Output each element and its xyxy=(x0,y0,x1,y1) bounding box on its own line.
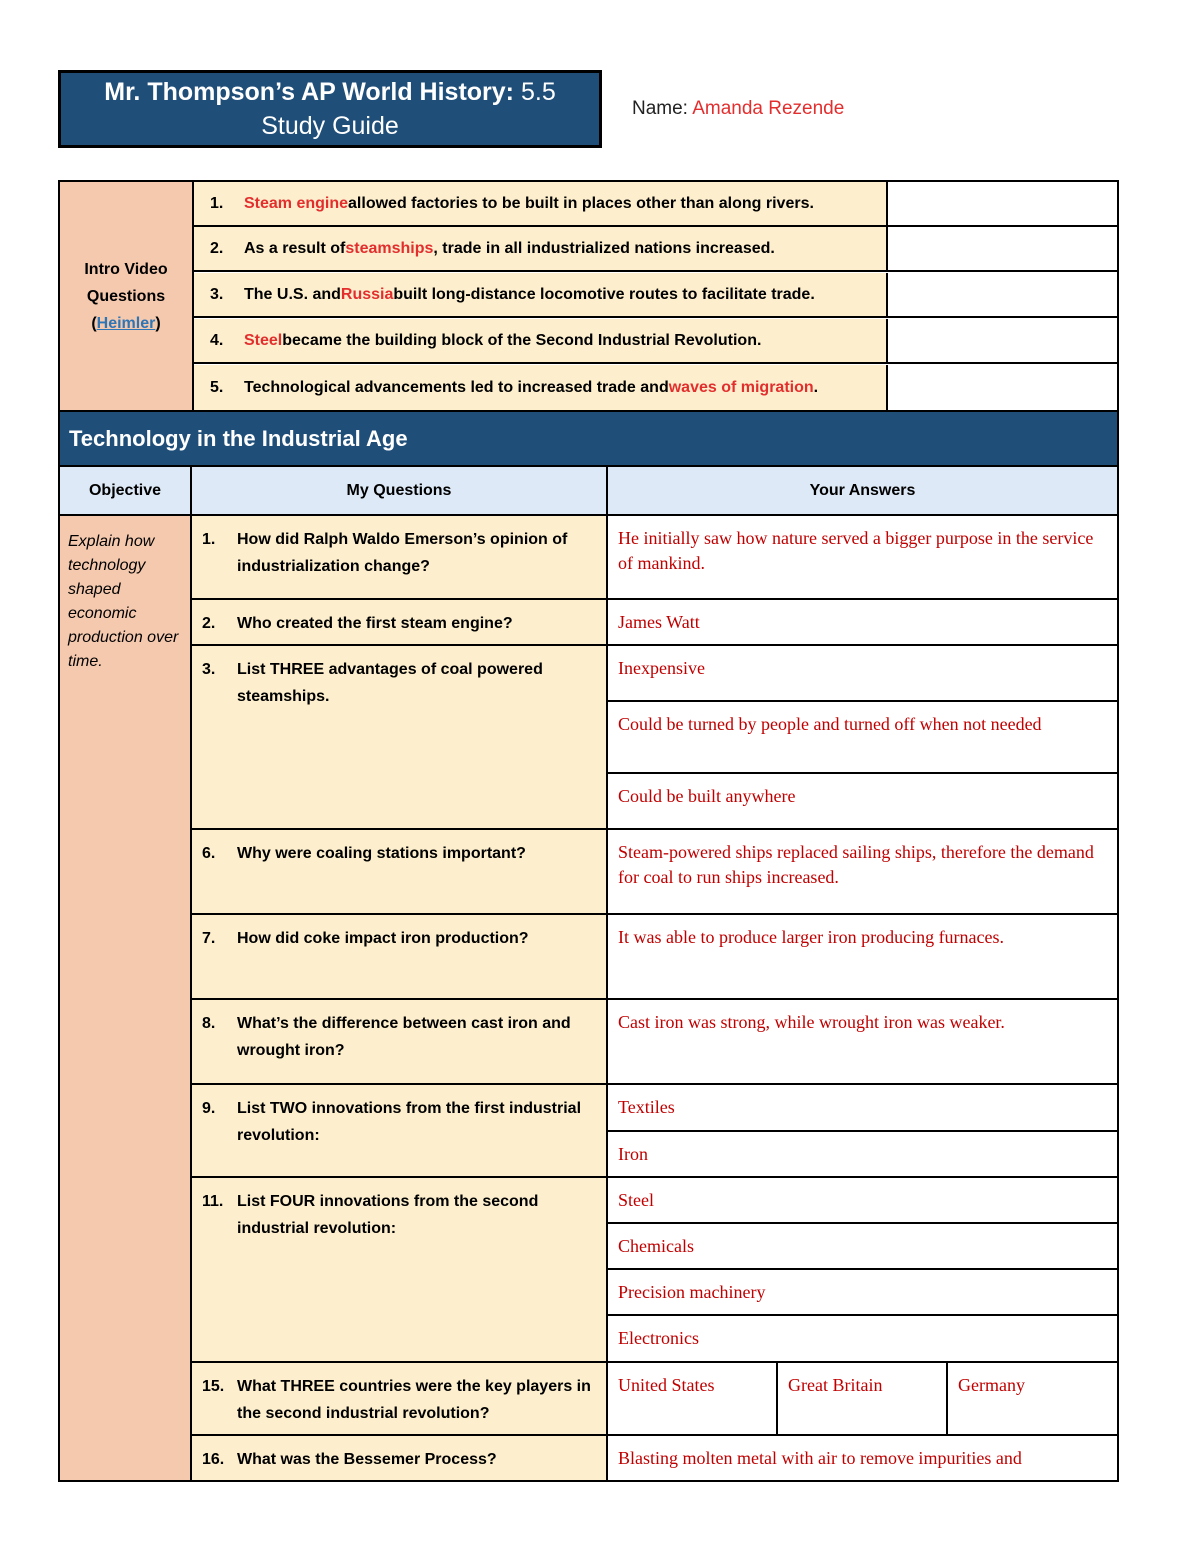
intro-answer-blank[interactable] xyxy=(888,273,1117,318)
question-num: 6. xyxy=(202,845,216,862)
question-cell xyxy=(192,1436,608,1480)
intro-highlight: waves of migration xyxy=(668,378,814,396)
intro-question xyxy=(194,365,888,410)
intro-row xyxy=(194,182,1117,227)
subtitle: Study Guide xyxy=(261,112,399,140)
intro-num: 2. xyxy=(210,239,224,257)
question-text: Who created the first steam engine? xyxy=(237,615,513,632)
intro-label-1: Intro Video xyxy=(84,260,168,278)
intro-highlight: Steam engine xyxy=(244,194,349,212)
answer-cell[interactable]: Cast iron was strong, while wrought iron was weaker. xyxy=(608,1000,1117,1085)
answer-cell[interactable]: Germany xyxy=(948,1363,1117,1436)
name-label: Name: xyxy=(632,98,688,119)
answer-cell[interactable]: It was able to produce larger iron producing furnaces. xyxy=(608,915,1117,1000)
intro-num: 1. xyxy=(210,194,224,212)
intro-label-cell xyxy=(60,182,194,410)
answer-cell[interactable]: James Watt xyxy=(608,600,1117,646)
answer-cell[interactable]: He initially saw how nature served a bigger purpose in the service of mankind. xyxy=(608,516,1117,600)
intro-highlight: Russia xyxy=(340,285,394,303)
intro-question xyxy=(194,319,888,364)
question-num: 1. xyxy=(202,531,216,548)
question-num: 8. xyxy=(202,1015,216,1032)
title-line xyxy=(61,75,599,109)
title-banner xyxy=(58,70,602,148)
intro-video-table xyxy=(58,180,1119,412)
intro-text: , trade in all industrialized nations increased. xyxy=(433,239,775,257)
answer-cell[interactable]: Great Britain xyxy=(778,1363,948,1436)
intro-answer-blank[interactable] xyxy=(888,182,1117,227)
intro-row xyxy=(194,227,1117,272)
objective-text: Explain how technology shaped economic production over time. xyxy=(68,533,179,670)
question-cell xyxy=(192,1363,608,1436)
answer-cell[interactable]: United States xyxy=(608,1363,778,1436)
intro-answer-blank[interactable] xyxy=(888,319,1117,364)
answer-cell[interactable]: Textiles xyxy=(608,1085,1117,1132)
question-num: 9. xyxy=(202,1100,216,1117)
question-text: List TWO innovations from the first industrial revolution: xyxy=(237,1100,582,1144)
question-text: List THREE advantages of coal powered steamships. xyxy=(237,661,543,705)
question-cell xyxy=(192,1085,608,1178)
paren-close: ) xyxy=(155,314,161,332)
answer-cell[interactable]: Iron xyxy=(608,1132,1117,1178)
title-text: Mr. Thompson’s AP World History: xyxy=(104,78,515,106)
intro-answer-blank[interactable] xyxy=(888,227,1117,272)
question-text: What was the Bessemer Process? xyxy=(237,1451,497,1468)
answer-cell[interactable]: Chemicals xyxy=(608,1224,1117,1270)
question-num: 11. xyxy=(202,1193,224,1210)
intro-question xyxy=(194,273,888,318)
intro-text: . xyxy=(813,378,819,396)
question-cell xyxy=(192,1178,608,1363)
question-cell xyxy=(192,646,608,830)
col-my-questions: My Questions xyxy=(192,467,608,516)
intro-text: allowed factories to be built in places other than along rivers. xyxy=(348,194,814,212)
question-num: 15. xyxy=(202,1378,225,1395)
question-num: 7. xyxy=(202,930,216,947)
heimler-link[interactable]: Heimler xyxy=(96,314,156,332)
answer-cell[interactable]: Could be built anywhere xyxy=(608,774,1117,830)
col-your-answers: Your Answers xyxy=(608,467,1117,516)
answer-cell[interactable]: Inexpensive xyxy=(608,646,1117,702)
question-num: 2. xyxy=(202,615,216,632)
intro-answer-blank[interactable] xyxy=(888,365,1117,410)
intro-highlight: steamships xyxy=(345,239,434,257)
objective-cell xyxy=(60,516,192,1480)
answer-cell[interactable]: Blasting molten metal with air to remove impurities and xyxy=(618,1448,1022,1468)
intro-question xyxy=(194,182,888,227)
intro-num: 5. xyxy=(210,378,224,396)
intro-num: 3. xyxy=(210,285,224,303)
answer-cell[interactable]: Electronics xyxy=(608,1316,1117,1363)
question-text: List FOUR innovations from the second industrial revolution: xyxy=(237,1193,539,1237)
question-text: What THREE countries were the key players in the second industrial revolution? xyxy=(237,1378,591,1422)
intro-row xyxy=(194,365,1117,410)
question-num: 16. xyxy=(202,1451,225,1468)
title-unit-number: 5.5 xyxy=(520,78,556,106)
paren-open: ( xyxy=(91,314,97,332)
question-cell xyxy=(192,600,608,646)
intro-text: The U.S. and xyxy=(244,285,341,303)
intro-text: As a result of xyxy=(244,239,346,257)
intro-label-2: Questions xyxy=(86,287,166,305)
answer-cell[interactable]: Steel xyxy=(608,1178,1117,1224)
question-cell xyxy=(192,915,608,1000)
intro-question xyxy=(194,227,888,272)
student-name xyxy=(632,98,844,120)
name-value: Amanda Rezende xyxy=(692,98,845,119)
intro-text: built long-distance locomotive routes to facilitate trade. xyxy=(393,285,815,303)
question-text: How did Ralph Waldo Emerson’s opinion of industrialization change? xyxy=(237,531,568,575)
question-cell xyxy=(192,516,608,600)
intro-text: became the building block of the Second Industrial Revolution. xyxy=(282,331,762,349)
question-num: 3. xyxy=(202,661,216,678)
question-cell xyxy=(192,1000,608,1085)
section-title: Technology in the Industrial Age xyxy=(60,412,1117,467)
intro-text: Technological advancements led to increased trade and xyxy=(244,378,669,396)
intro-row xyxy=(194,319,1117,364)
question-text: Why were coaling stations important? xyxy=(237,845,526,862)
answer-cell[interactable]: Precision machinery xyxy=(608,1270,1117,1316)
question-text: What’s the difference between cast iron and wrought iron? xyxy=(237,1015,571,1059)
intro-row xyxy=(194,273,1117,318)
intro-num: 4. xyxy=(210,331,224,349)
question-text: How did coke impact iron production? xyxy=(237,930,529,947)
question-cell xyxy=(192,830,608,915)
col-objective: Objective xyxy=(60,467,192,516)
intro-highlight: Steel xyxy=(244,331,283,349)
answer-cell[interactable]: Steam-powered ships replaced sailing ships, therefore the demand for coal to run ships increased. xyxy=(608,830,1117,915)
study-guide-table xyxy=(58,410,1119,1482)
answer-cell[interactable]: Could be turned by people and turned off when not needed xyxy=(608,702,1117,774)
